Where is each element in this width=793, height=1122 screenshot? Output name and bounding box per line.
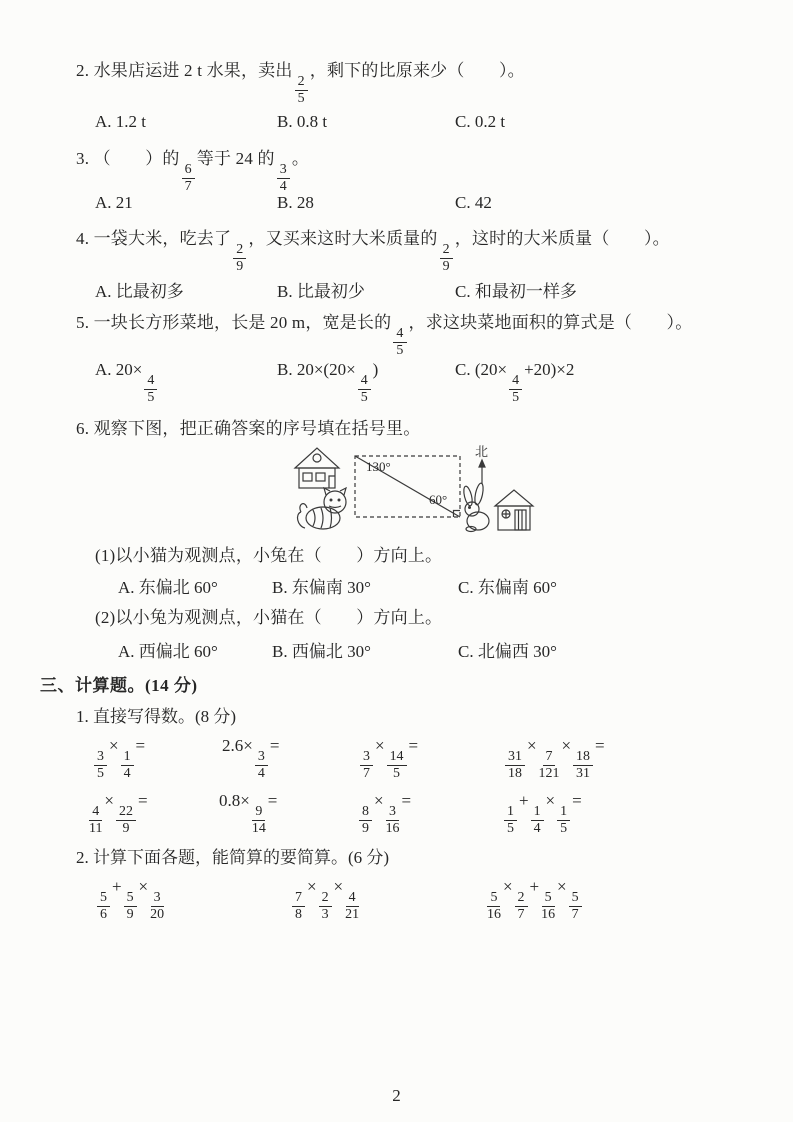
option-c: C. 42 [455,193,492,212]
fraction: $\frac{9}{14}$ [251,803,266,837]
fraction: $\frac{1}{5}$ [557,805,570,837]
question-5-options [0,360,793,406]
question-6-2-text: (2)以小兔为观测点，小猫在（ ）方向上。 [95,608,443,627]
fraction: $\frac{1}{4}$ [121,750,134,782]
expression: $\frac{3}{7}$ × $\frac{14}{5}$ = [358,736,418,782]
fraction: $\frac{4}{5}$ [393,327,406,359]
fraction: $\frac{2}{9}$ [233,243,246,275]
expression: $\frac{4}{11}$ × $\frac{22}{9}$ = [89,791,148,837]
fraction: $\frac{18}{31}$ [573,750,593,782]
fraction: $\frac{14}{5}$ [387,750,407,782]
expression: 0.8× $\frac{9}{14}$ = [219,791,278,837]
expression: 2.6× $\frac{3}{4}$ = [222,736,280,782]
question-5-text: 5. 一块长方形菜地，长是 20 m，宽是长的 $\frac{4}{5}$ ，求这块菜地面积的算式是（ ）。 [76,313,693,359]
part-1-title: 1. 直接写得数。(8 分) [76,707,237,726]
option-b: B. 0.8 t [277,112,328,131]
fraction: $\frac{3}{16}$ [385,803,400,837]
fraction: $\frac{1}{4}$ [531,805,544,837]
section-3-title: 三、计算题。(14 分) [40,676,198,695]
option-c: C. 0.2 t [455,112,506,131]
page-number: 2 [392,1086,401,1105]
north-label: 北 [475,444,489,459]
question-2-options [0,112,793,142]
fraction: $\frac{5}{16}$ [541,889,556,923]
expression: $\frac{7}{8}$ × $\frac{2}{3}$ × $\frac{4}{21}$ [290,877,361,923]
option-b: B. 比最初少 [277,282,365,301]
expression: $\frac{5}{16}$ × $\frac{2}{7}$ + $\frac{5}{16}$ × $\frac{5}{7}$ [485,877,584,923]
fraction: $\frac{2}{3}$ [319,891,332,923]
option-b: B. 20×(20× $\frac{4}{5}$ ) [277,360,379,406]
option-a: A. 西偏北 60° [118,642,218,661]
option-c: C. 和最初一样多 [455,282,577,301]
fraction: $\frac{5}{7}$ [569,891,582,923]
question-2-text: 2. 水果店运进 2 t 水果，卖出 $\frac{2}{5}$ ，剩下的比原来少（ ）。 [76,61,525,107]
fraction: $\frac{2}{7}$ [515,891,528,923]
fraction: $\frac{2}{9}$ [440,243,453,275]
fraction: $\frac{4}{11}$ [89,803,103,837]
fraction: $\frac{5}{16}$ [487,889,501,923]
fraction: $\frac{2}{5}$ [295,75,308,107]
fraction: $\frac{5}{9}$ [124,891,137,923]
option-a: A. 1.2 t [95,112,146,131]
fraction: $\frac{3}{20}$ [150,889,165,923]
question-6-text: 6. 观察下图，把正确答案的序号填在括号里。 [76,419,421,438]
option-b: B. 东偏南 30° [272,578,371,597]
fraction: $\frac{31}{18}$ [505,750,525,782]
fraction: $\frac{3}{5}$ [94,750,107,782]
option-a: A. 20× $\frac{4}{5}$ [95,360,159,406]
north-arrow [479,460,485,484]
option-b: B. 28 [277,193,314,212]
fraction: $\frac{6}{7}$ [182,163,195,195]
expression: $\frac{1}{5}$ + $\frac{1}{4}$ × $\frac{1}{5}$ = [502,791,582,837]
fraction: $\frac{7}{8}$ [292,891,305,923]
expression: $\frac{5}{6}$ + $\frac{5}{9}$ × $\frac{3}{20}$ [95,877,166,923]
fraction: $\frac{4}{21}$ [345,889,360,923]
fraction: $\frac{4}{5}$ [358,374,371,406]
option-a: A. 东偏北 60° [118,578,218,597]
fraction: $\frac{3}{7}$ [360,750,373,782]
fraction: $\frac{3}{4}$ [277,163,290,195]
question-3-text: 3. （ ）的 $\frac{6}{7}$ 等于 24 的 $\frac{3}{4}$ 。 [76,149,310,195]
rabbit-icon [462,483,489,532]
angle-label-130: 130° [366,459,391,474]
fraction: $\frac{22}{9}$ [116,805,136,837]
angle-label-60: 60° [429,492,448,507]
house-icon-right [495,490,533,530]
house-icon-left [295,448,339,488]
option-c: C. (20× $\frac{4}{5}$ +20)×2 [455,360,575,406]
expression: $\frac{31}{18}$ × $\frac{7}{121}$ × $\frac{18}{31}$ = [503,736,605,782]
question-4-options [0,277,793,307]
question-6-1-text: (1)以小猫为观测点，小兔在（ ）方向上。 [95,546,443,565]
option-c: C. 北偏西 30° [458,642,557,661]
fraction: $\frac{7}{121}$ [538,748,560,782]
expression: $\frac{3}{5}$ × $\frac{1}{4}$ = [92,736,145,782]
option-b: B. 西偏北 30° [272,642,371,661]
question-6-1-options [0,573,793,603]
question-6-2-options [0,637,793,667]
fraction: $\frac{4}{5}$ [509,374,522,406]
fraction: $\frac{8}{9}$ [359,805,372,837]
fraction: $\frac{5}{6}$ [97,891,110,923]
option-a: A. 21 [95,193,133,212]
fraction: $\frac{4}{5}$ [144,374,157,406]
question-4-text: 4. 一袋大米，吃去了 $\frac{2}{9}$ ，又买来这时大米质量的 $\frac{2}{9}$ ，这时的大米质量（ ）。 [76,229,670,275]
expression: $\frac{8}{9}$ × $\frac{3}{16}$ = [357,791,411,837]
fraction: $\frac{3}{4}$ [255,750,268,782]
question-3-options [0,193,793,223]
option-a: A. 比最初多 [95,282,184,301]
option-c: C. 东偏南 60° [458,578,557,597]
direction-figure [283,440,555,540]
cat-icon [298,488,346,529]
part-2-title: 2. 计算下面各题，能简算的要简算。(6 分) [76,848,390,867]
fraction: $\frac{1}{5}$ [504,805,517,837]
